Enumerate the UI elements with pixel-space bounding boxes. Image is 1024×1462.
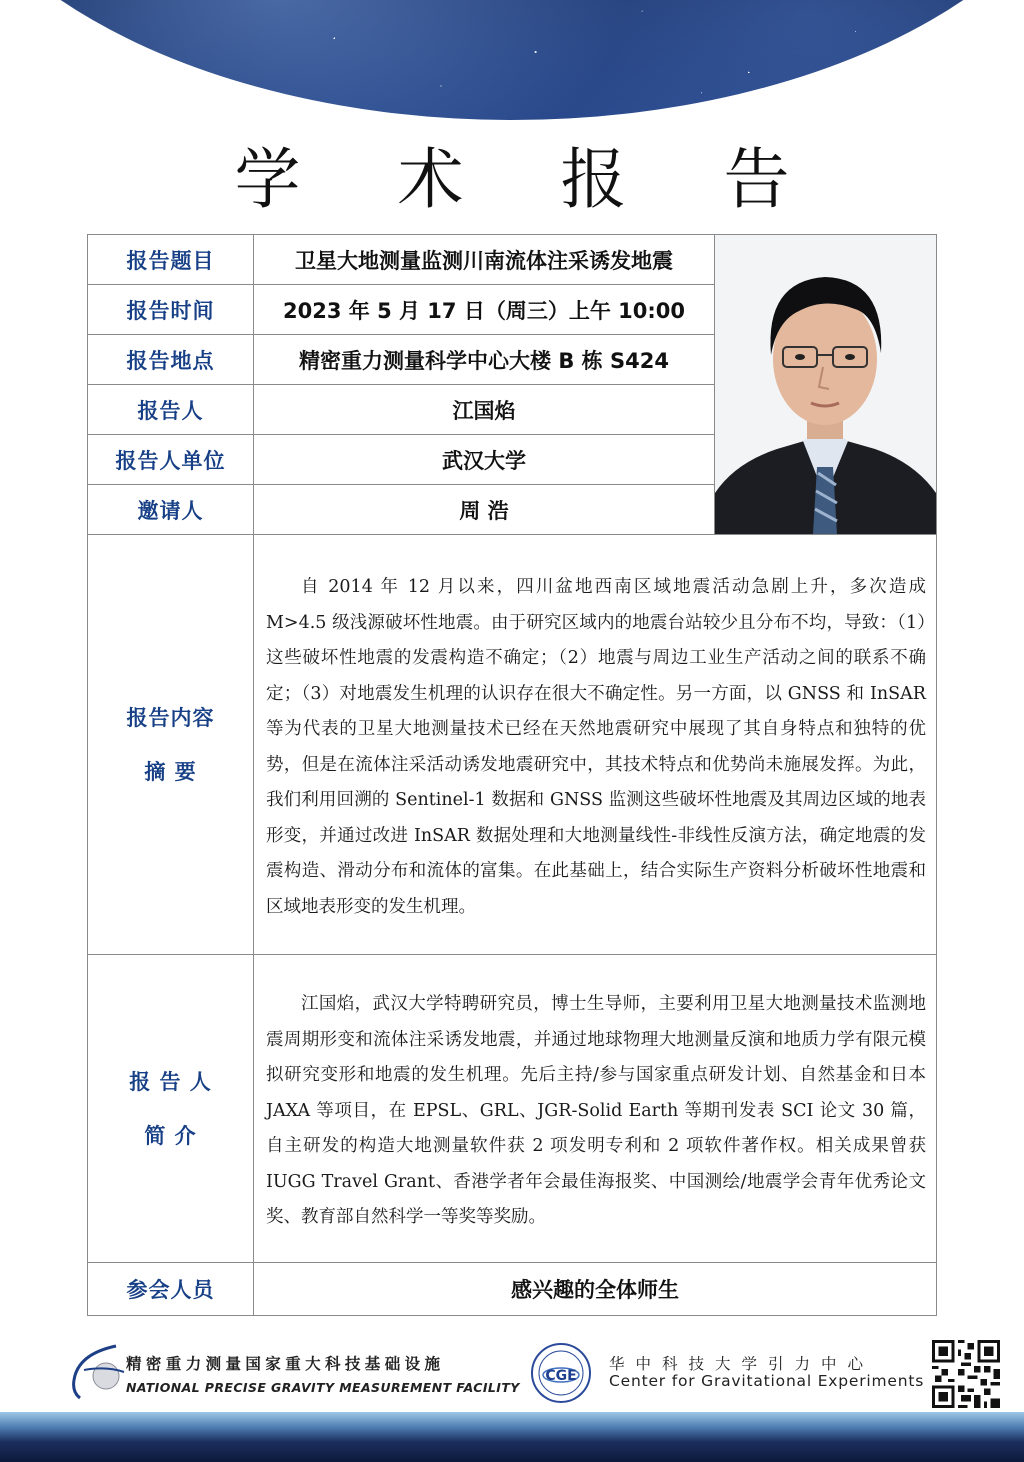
ngf-name-cn: 精密重力测量国家重大科技基础设施 [126, 1355, 445, 1373]
speaker-photo-cell [715, 235, 937, 535]
cge-badge-text: CGE [545, 1368, 577, 1384]
poster-title: 学 术 报 告 [234, 141, 828, 218]
starfield [0, 0, 1024, 120]
abstract-label [88, 535, 254, 955]
bio-text: 江国焰，武汉大学特聘研究员，博士生导师，主要利用卫星大地测量技术监测地震周期形变和流体注采诱发地震，并通过地球物理大地测量反演和地质力学有限元模拟研究变形和地震的发生机理。先后主持/参与国家重点研发计划、自然基金和日本 JAXA 等项目，在 EPSL、GRL、JGR-Solid Earth 等期刊发表 SCI 论文 30 篇，自主研发的构造大地测量软件获 2 项发明专利和 2 项软件著作权。相关成果曾获 IUGG Travel Grant、香港学者年会最佳海报奖、中国测绘/地震学会青年优秀论文奖、教育部自然科学一等奖等奖励。 [266, 994, 926, 1228]
time-label: 报告时间 [88, 285, 254, 335]
time-value: 2023 年 5 月 17 日（周三）上午 10:00 [254, 285, 715, 335]
bio-body [254, 955, 937, 1263]
abstract-label-line1: 报告内容 [126, 705, 215, 730]
cge-name-cn: 华中科技大学引力中心 [609, 1355, 875, 1373]
speaker-value: 江国焰 [254, 385, 715, 435]
affiliation-label: 报告人单位 [88, 435, 254, 485]
qr-code-icon [932, 1340, 1000, 1408]
bottom-gradient-bar [0, 1412, 1024, 1462]
row-audience [88, 1263, 937, 1316]
abstract-body [254, 535, 937, 955]
bio-label-line1: 报 告 人 [129, 1069, 212, 1094]
affiliation-value: 武汉大学 [254, 435, 715, 485]
speaker-label: 报告人 [88, 385, 254, 435]
abstract-label-line2: 摘 要 [144, 759, 197, 784]
row-abstract [88, 535, 937, 955]
space-banner [0, 0, 1024, 120]
host-value: 周 浩 [254, 485, 715, 535]
ngf-logo-icon [66, 1340, 126, 1400]
host-label: 邀请人 [88, 485, 254, 535]
cge-name-en: Center for Gravitational Experiments [609, 1372, 925, 1390]
audience-value: 感兴趣的全体师生 [254, 1263, 937, 1316]
speaker-portrait [715, 235, 936, 534]
topic-label: 报告题目 [88, 235, 254, 285]
topic-value: 卫星大地测量监测川南流体注采诱发地震 [254, 235, 715, 285]
abstract-text: 自 2014 年 12 月以来，四川盆地西南区域地震活动急剧上升，多次造成 M>4.5 级浅源破坏性地震。由于研究区域内的地震台站较少且分布不均，导致：（1）这些破坏性地震的发震构造不确定；（2）地震与周边工业生产活动之间的联系不确定；（3）对地震发生机理的认识存在很大不确定性。另一方面，以 GNSS 和 InSAR 等为代表的卫星大地测量技术已经在天然地震研究中展现了其自身特点和独特的优势，但是在流体注采活动诱发地震研究中，其技术特点和优势尚未施展发挥。为此，我们利用回溯的 Sentinel-1 数据和 GNSS 监测这些破坏性地震及其周边区域的地表形变，并通过改进 InSAR 数据处理和大地测量线性-非线性反演方法，确定地震的发震构造、滑动分布和流体的富集。在此基础上，结合实际生产资料分析破坏性地震和区域地表形变的发生机理。 [266, 577, 926, 917]
place-value: 精密重力测量科学中心大楼 B 栋 S424 [254, 335, 715, 385]
audience-label: 参会人员 [88, 1263, 254, 1316]
row-topic [88, 235, 937, 285]
place-label: 报告地点 [88, 335, 254, 385]
bio-label-line2: 简 介 [144, 1123, 197, 1148]
ngf-name-en: NATIONAL PRECISE GRAVITY MEASUREMENT FACILITY [126, 1380, 520, 1395]
cge-logo-icon [530, 1342, 592, 1404]
row-bio [88, 955, 937, 1263]
info-table [87, 234, 937, 1316]
bio-label [88, 955, 254, 1263]
